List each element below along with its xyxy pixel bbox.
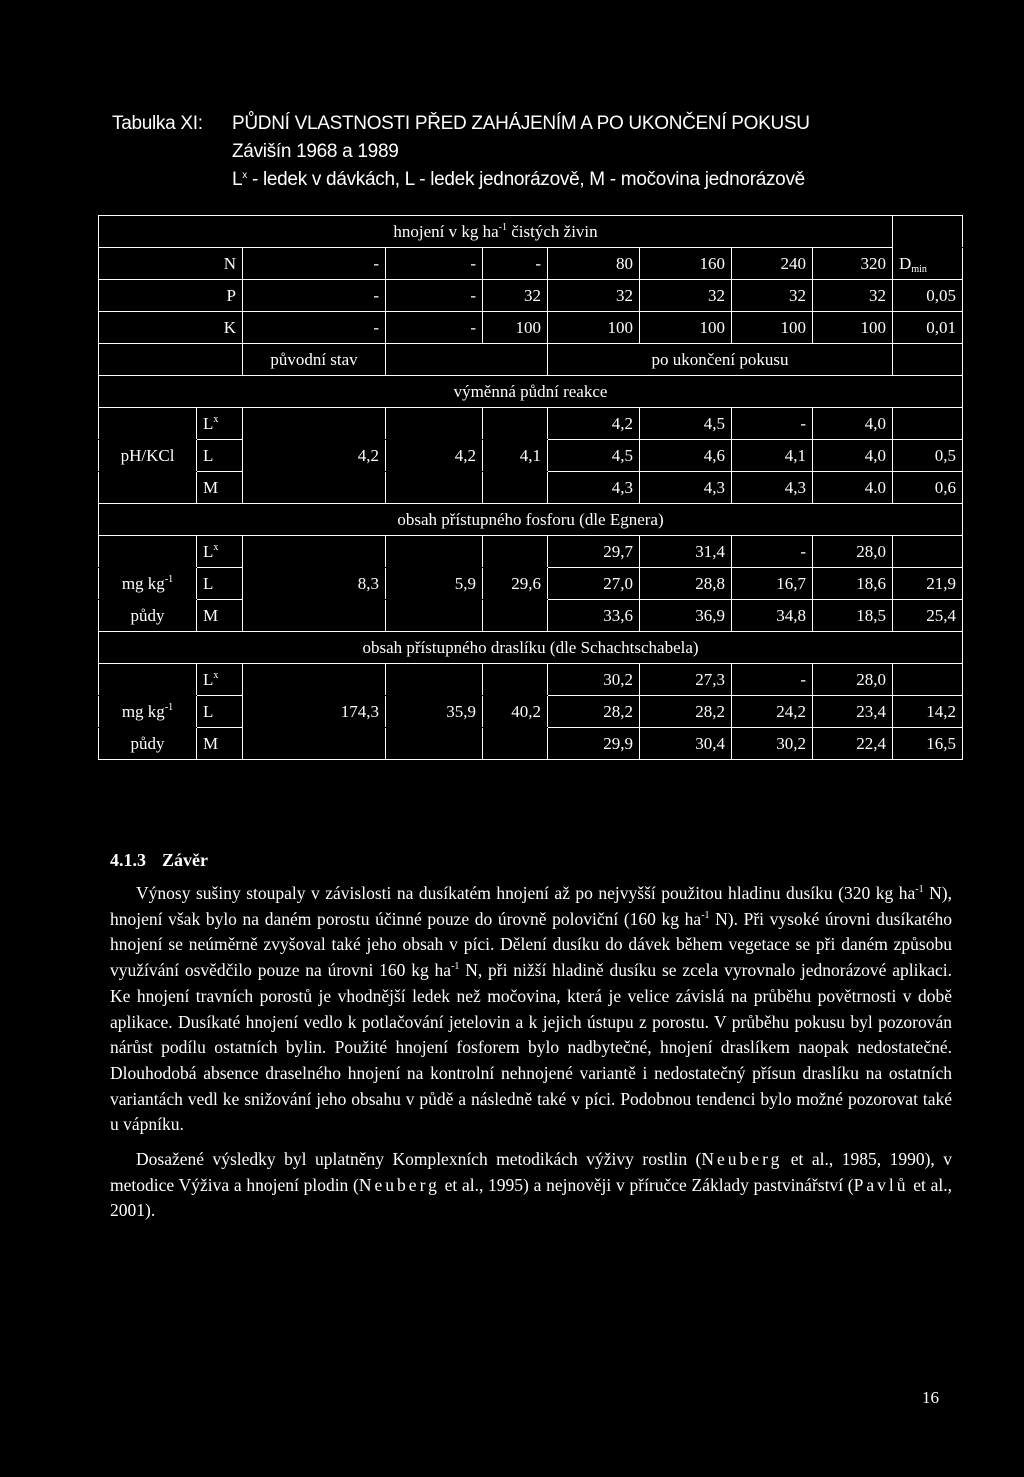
nutrient-label: N xyxy=(99,248,243,280)
empty-cell xyxy=(483,600,548,632)
nutrient-value: 32 xyxy=(640,280,732,312)
empty-cell xyxy=(243,664,386,696)
nutrient-value: 100 xyxy=(548,312,640,344)
data-row xyxy=(99,536,963,568)
measured-value: 4,0 xyxy=(813,408,893,440)
data-row xyxy=(99,664,963,696)
empty-cell xyxy=(483,536,548,568)
empty-cell xyxy=(243,600,386,632)
nutrient-value: 32 xyxy=(732,280,813,312)
row-group-label: mg $kg^{-1}$ xyxy=(99,696,197,728)
original-value: 40,2 xyxy=(483,696,548,728)
section-title: výměnná půdní reakce xyxy=(99,376,963,408)
empty-cell xyxy=(243,472,386,504)
soil-properties-table xyxy=(98,215,963,760)
empty-cell xyxy=(243,728,386,760)
empty-cell xyxy=(99,536,197,568)
empty-cell xyxy=(243,408,386,440)
measured-value: 4,6 xyxy=(640,440,732,472)
section-title-row xyxy=(99,504,963,536)
row-group-label: pH/KCl xyxy=(99,440,197,472)
measured-value: 4.0 xyxy=(813,472,893,504)
measured-value: 28,2 xyxy=(548,696,640,728)
original-value: 4,1 xyxy=(483,440,548,472)
section-heading xyxy=(110,850,952,871)
nutrient-value: 240 xyxy=(732,248,813,280)
empty-cell xyxy=(386,536,483,568)
variant-mark: $L^x$ xyxy=(197,664,243,696)
empty-cell xyxy=(483,408,548,440)
dmin-value xyxy=(893,536,963,568)
section-title-row xyxy=(99,632,963,664)
dmin-value xyxy=(893,664,963,696)
dmin-value: 0,6 xyxy=(893,472,963,504)
measured-value: 4,2 xyxy=(548,408,640,440)
original-value: 5,9 xyxy=(386,568,483,600)
original-value: 8,3 xyxy=(243,568,386,600)
nutrient-value: - xyxy=(243,248,386,280)
measured-value: 4,5 xyxy=(548,440,640,472)
empty-cell xyxy=(386,408,483,440)
row-group-label: mg $kg^{-1}$ xyxy=(99,568,197,600)
variant-mark: $L^x$ xyxy=(197,408,243,440)
data-row xyxy=(99,600,963,632)
nutrient-value: 100 xyxy=(640,312,732,344)
section-title: obsah přístupného draslíku (dle Schachtschabela) xyxy=(99,632,963,664)
nutrient-value: 32 xyxy=(813,280,893,312)
dmin-value: 16,5 xyxy=(893,728,963,760)
measured-value: - xyxy=(732,536,813,568)
data-row xyxy=(99,408,963,440)
empty-cell xyxy=(99,664,197,696)
measured-value: 30,2 xyxy=(548,664,640,696)
dmin-value: 25,4 xyxy=(893,600,963,632)
nutrient-label: P xyxy=(99,280,243,312)
empty-cell xyxy=(386,600,483,632)
measured-value: 30,2 xyxy=(732,728,813,760)
measured-value: 4,0 xyxy=(813,440,893,472)
nutrient-value: 80 xyxy=(548,248,640,280)
nutrient-value: - xyxy=(386,280,483,312)
measured-value: 18,5 xyxy=(813,600,893,632)
nutrient-value: - xyxy=(483,248,548,280)
dmin-value xyxy=(893,408,963,440)
nutrient-row xyxy=(99,280,963,312)
measured-value: 4,1 xyxy=(732,440,813,472)
conclusion-paragraph-2: Dosažené výsledky byl uplatněny Komplexních metodikách výživy rostlin (Neuberg et al., 1985, 1990), v metodice Výživa a hnojení plodin (Neuberg et al., 1995) a nejnověji v příručce Základy pastvinářství (Pavlů et al., 2001). xyxy=(110,1149,953,1221)
measured-value: 33,6 xyxy=(548,600,640,632)
measured-value: 27,0 xyxy=(548,568,640,600)
measured-value: 29,7 xyxy=(548,536,640,568)
measured-value: 31,4 xyxy=(640,536,732,568)
conclusion-paragraph-1: Výnosy sušiny stoupaly v závislosti na dusíkatém hnojení až po nejvyšší použitou hladinu dusíku (320 kg $ha^{-1}$ N), hnojení však bylo na daném porostu účinné pouze do úrovně poloviční (160 kg $ha^{-1}$ N). Při vysoké úrovni dusíkatého hnojení se neúměrně zvyšoval také jeho obsah v píci. Dělení dusíku do dávek během vegetace se při daném způsobu využívání osvědčilo pouze na úrovni 160 kg $ha^{-1}$ N, při nižší hladině dusíku se zcela vyrovnalo jednorázové aplikaci. Ke hnojení travních porostů je vhodnější ledek než močovina, která je velice závislá na průběhu povětrnosti v době aplikace. Dusíkaté hnojení vedlo k potlačování jetelovin a k jejich ústupu z porostu. V průběhu pokusu byl pozorován nárůst podílu ostatních bylin. Použité hnojení fosforem bylo nadbytečné, hnojení draslíkem naopak nedostatečné. Dlouhodobá absence draselného hnojení na kontrolní nehnojené variantě i nedostatečný přísun draslíku na ostatních variantách vedl ke snižování jeho obsahu v půdě a následně také v píci. Podobnou tendenci bylo možné pozorovat také u vápníku. xyxy=(110,883,952,1135)
measured-value: 34,8 xyxy=(732,600,813,632)
data-row xyxy=(99,696,963,728)
section-title: Závěr xyxy=(162,850,208,870)
after-experiment-label: po ukončení pokusu xyxy=(548,344,893,376)
nutrient-value: 100 xyxy=(483,312,548,344)
variant-mark: M xyxy=(197,472,243,504)
variant-mark: M xyxy=(197,600,243,632)
measured-value: 4,5 xyxy=(640,408,732,440)
measured-value: 28,8 xyxy=(640,568,732,600)
dmin-value: 21,9 xyxy=(893,568,963,600)
original-value: 174,3 xyxy=(243,696,386,728)
original-value: 4,2 xyxy=(386,440,483,472)
empty-cell xyxy=(893,216,963,248)
nutrient-value: 32 xyxy=(548,280,640,312)
measured-value: 4,3 xyxy=(732,472,813,504)
dmin-value: 0,5 xyxy=(893,440,963,472)
empty-cell xyxy=(386,728,483,760)
section-title: obsah přístupného fosforu (dle Egnera) xyxy=(99,504,963,536)
original-state-label: původní stav xyxy=(243,344,386,376)
nutrient-value: 100 xyxy=(813,312,893,344)
original-value: 29,6 xyxy=(483,568,548,600)
empty-cell xyxy=(386,344,548,376)
measured-value: 27,3 xyxy=(640,664,732,696)
measured-value: 36,9 xyxy=(640,600,732,632)
nutrient-label: K xyxy=(99,312,243,344)
table-subtitle-location: Závišín 1968 a 1989 xyxy=(232,141,399,162)
empty-cell xyxy=(99,408,197,440)
nutrient-row xyxy=(99,312,963,344)
row-group-label-unit: půdy xyxy=(99,728,197,760)
data-row xyxy=(99,472,963,504)
measured-value: 28,0 xyxy=(813,536,893,568)
nutrient-value: 32 xyxy=(483,280,548,312)
nutrient-row xyxy=(99,248,963,280)
measured-value: 16,7 xyxy=(732,568,813,600)
empty-cell xyxy=(483,472,548,504)
nutrient-value: - xyxy=(243,280,386,312)
measured-value: 30,4 xyxy=(640,728,732,760)
variant-mark: $L^x$ xyxy=(197,536,243,568)
nutrient-value: 160 xyxy=(640,248,732,280)
dmin-value: 14,2 xyxy=(893,696,963,728)
author-name: Neuberg xyxy=(701,1149,783,1170)
row-group-label-unit: půdy xyxy=(99,600,197,632)
nutrient-value: - xyxy=(386,248,483,280)
variant-mark: L xyxy=(197,440,243,472)
empty-cell xyxy=(243,536,386,568)
measured-value: 28,2 xyxy=(640,696,732,728)
empty-cell xyxy=(386,664,483,696)
author-name: Neuberg xyxy=(358,1174,440,1195)
measured-value: 28,0 xyxy=(813,664,893,696)
measured-value: 22,4 xyxy=(813,728,893,760)
dmin-value: 0,01 xyxy=(893,312,963,344)
measured-value: 23,4 xyxy=(813,696,893,728)
empty-cell xyxy=(483,664,548,696)
measured-value: 29,9 xyxy=(548,728,640,760)
conclusion-section xyxy=(110,850,952,1233)
variant-mark: L xyxy=(197,696,243,728)
nutrient-value: - xyxy=(386,312,483,344)
empty-cell xyxy=(99,344,243,376)
table-header-row xyxy=(99,216,963,248)
section-title-row xyxy=(99,376,963,408)
measured-value: 18,6 xyxy=(813,568,893,600)
data-row xyxy=(99,728,963,760)
measured-value: 4,3 xyxy=(640,472,732,504)
data-row xyxy=(99,440,963,472)
measured-value: - xyxy=(732,664,813,696)
measured-value: 4,3 xyxy=(548,472,640,504)
nutrient-value: - xyxy=(243,312,386,344)
table-title: PŮDNÍ VLASTNOSTI PŘED ZAHÁJENÍM A PO UKONČENÍ POKUSU xyxy=(232,113,810,134)
measured-value: 24,2 xyxy=(732,696,813,728)
nutrient-value: 100 xyxy=(732,312,813,344)
page-number: 16 xyxy=(922,1388,939,1407)
author-name: Pavlů xyxy=(853,1174,909,1195)
table-caption xyxy=(112,112,932,196)
fertilization-header: hnojení v kg $ha^{-1}$ čistých živin xyxy=(99,216,893,248)
nutrient-value: 320 xyxy=(813,248,893,280)
variant-mark: M xyxy=(197,728,243,760)
original-value: 35,9 xyxy=(386,696,483,728)
original-value: 4,2 xyxy=(243,440,386,472)
table-legend: $L^x$ - ledek v dávkách, L - ledek jednorázově, M - močovina jednorázově xyxy=(232,169,805,190)
empty-cell xyxy=(483,728,548,760)
empty-cell xyxy=(386,472,483,504)
row-group-label-unit xyxy=(99,472,197,504)
data-row xyxy=(99,568,963,600)
measured-value: - xyxy=(732,408,813,440)
empty-cell xyxy=(893,344,963,376)
dmin-value: 0,05 xyxy=(893,280,963,312)
state-row xyxy=(99,344,963,376)
section-number: 4.1.3 xyxy=(110,850,146,870)
table-label: Tabulka XI: xyxy=(112,113,203,134)
dmin-label: $D_{min}$ xyxy=(893,248,963,280)
variant-mark: L xyxy=(197,568,243,600)
